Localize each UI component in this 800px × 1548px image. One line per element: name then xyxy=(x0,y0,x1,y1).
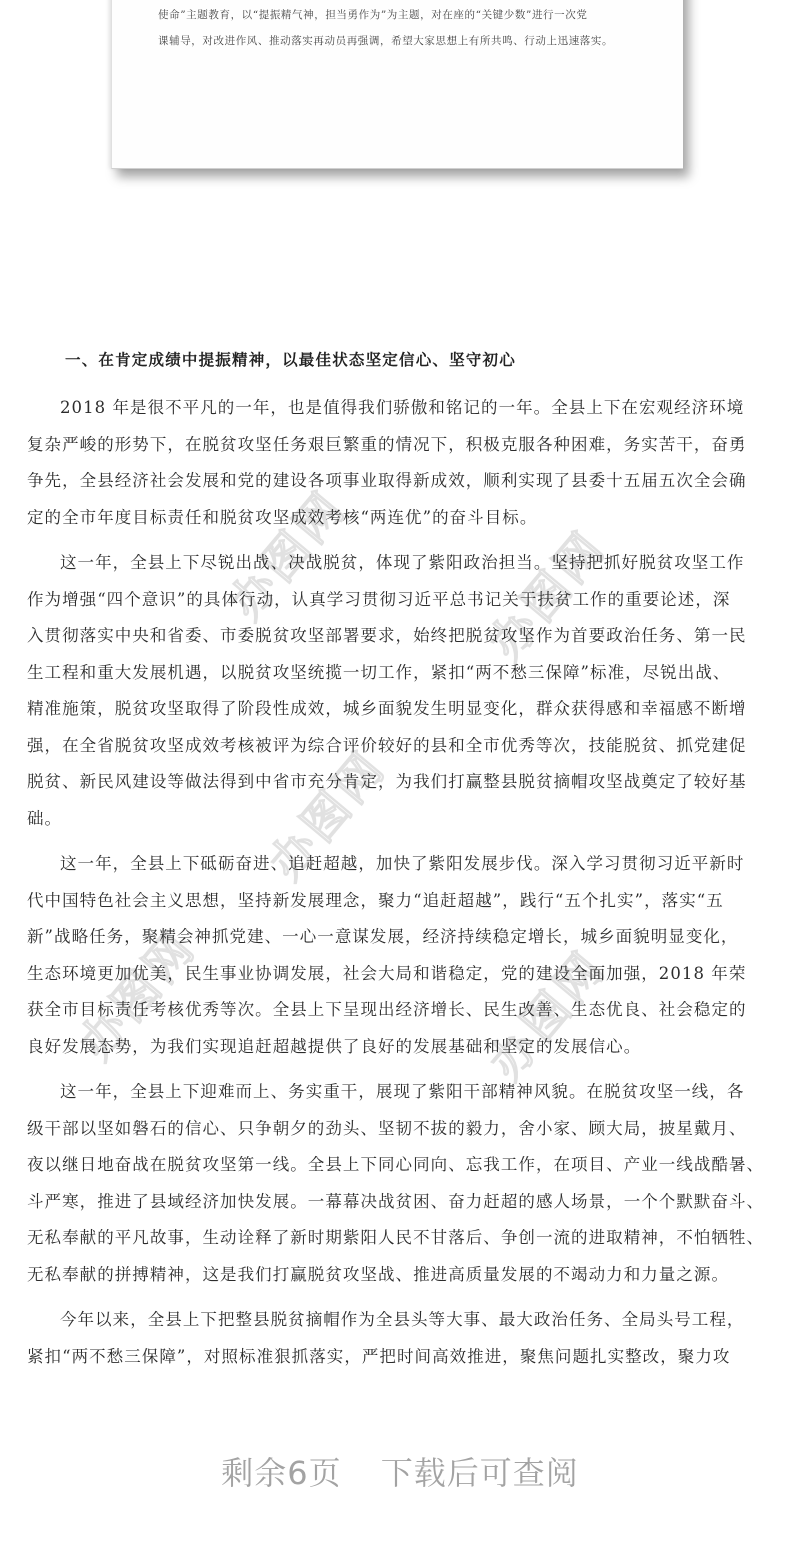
preview-card-line: 课辅导，对改进作风、推动落实再动员再强调，希望大家思想上有所共鸣、行动上迅速落实。 xyxy=(158,35,614,47)
download-to-read-banner[interactable] xyxy=(0,1448,800,1494)
watermark: 办图网 xyxy=(218,480,357,630)
paragraph xyxy=(27,846,775,1065)
watermark: 办图网 xyxy=(478,940,617,1090)
text-line: 新”战略任务，聚精会神抓党建、一心一意谋发展，经济持续稳定增长，城乡面貌明显变化， xyxy=(27,927,739,946)
text-line: 定的全市年度目标责任和脱贫攻坚成效考核“两连优”的奋斗目标。 xyxy=(27,507,538,527)
text-line: 生态环境更加优美，民生事业协调发展，社会大局和谐稳定，党的建设全面加强，2018 年荣 xyxy=(27,963,747,983)
text-line: 获全市目标责任考核优秀等次。全县上下呈现出经济增长、民生改善、生态优良、社会稳定的 xyxy=(27,1000,747,1019)
text-line: 础。 xyxy=(27,808,63,828)
preview-card-text xyxy=(158,2,668,54)
previous-page-preview-card xyxy=(111,0,683,169)
text-line: 斗严寒，推进了县域经济加快发展。一幕幕决战贫困、奋力赶超的感人场景，一个个默默奋斗、 xyxy=(27,1191,765,1211)
paragraph xyxy=(27,1074,775,1293)
preview-card-line: 使命”主题教育，以“提振精气神，担当勇作为”为主题，对在座的“关键少数”进行一次党 xyxy=(158,9,588,21)
text-line: 作为增强“四个意识”的具体行动，认真学习贯彻习近平总书记关于扶贫工作的重要论述，深 xyxy=(27,589,731,609)
watermark: 办图网 xyxy=(258,740,397,890)
watermark: 办图网 xyxy=(68,920,207,1070)
text-line: 这一年，全县上下砥砺奋进、追赶超越，加快了紫阳发展步伐。深入学习贯彻习近平新时 xyxy=(60,854,745,873)
text-line: 紧扣“两不愁三保障”，对照标准狠抓落实，严把时间高效推进，聚焦问题扎实整改，聚力攻 xyxy=(27,1346,731,1366)
download-hint-label[interactable]: 下载后可查阅 xyxy=(380,1454,579,1492)
remaining-pages-label[interactable]: 剩余6页 xyxy=(221,1454,342,1492)
text-line: 精准施策，脱贫攻坚取得了阶段性成效，城乡面貌发生明显变化，群众获得感和幸福感不断增 xyxy=(27,699,747,718)
text-line: 无私奉献的拼搏精神，这是我们打赢脱贫攻坚战、推进高质量发展的不竭动力和力量之源。 xyxy=(27,1264,729,1284)
text-line: 无私奉献的平凡故事，生动诠释了新时期紫阳人民不甘落后、争创一流的进取精神，不怕牺牲、 xyxy=(27,1228,765,1247)
text-line: 今年以来，全县上下把整县脱贫摘帽作为全县头等大事、最大政治任务、全局头号工程， xyxy=(60,1310,745,1329)
text-line: 复杂严峻的形势下，在脱贫攻坚任务艰巨繁重的情况下，积极克服各种困难，务实苦干，奋勇 xyxy=(27,434,747,454)
text-line: 级干部以坚如磐石的信心、只争朝夕的劲头、坚韧不拔的毅力，舍小家、顾大局，披星戴月、 xyxy=(27,1118,747,1138)
text-line: 争先，全县经济社会发展和党的建设各项事业取得新成效，顺利实现了县委十五届五次全会确 xyxy=(27,471,747,490)
paragraph xyxy=(27,390,775,536)
text-line: 生工程和重大发展机遇，以脱贫攻坚统揽一切工作，紧扣“两不愁三保障”标准，尽锐出战、 xyxy=(27,662,731,682)
text-line: 这一年，全县上下迎难而上、务实重干，展现了紫阳干部精神风貌。在脱贫攻坚一线，各 xyxy=(60,1082,745,1101)
paragraph xyxy=(27,1302,775,1375)
paragraph xyxy=(27,545,775,837)
text-line: 良好发展态势，为我们实现追赶超越提供了良好的发展基础和坚定的发展信心。 xyxy=(27,1036,642,1056)
text-line: 强，在全省脱贫攻坚成效考核被评为综合评价较好的县和全市优秀等次，技能脱贫、抓党建促 xyxy=(27,735,747,755)
section-heading: 一、在肯定成绩中提振精神，以最佳状态坚定信心、坚守初心 xyxy=(65,350,516,369)
text-line: 脱贫、新民风建设等做法得到中省市充分肯定，为我们打赢整县脱贫摘帽攻坚战奠定了较好基 xyxy=(27,772,747,791)
text-line: 入贯彻落实中央和省委、市委脱贫攻坚部署要求，始终把脱贫攻坚作为首要政治任务、第一民 xyxy=(27,626,747,645)
text-line: 代中国特色社会主义思想，坚持新发展理念，聚力“追赶超越”，践行“五个扎实”，落实“五 xyxy=(27,890,724,910)
watermark: 办图网 xyxy=(478,520,617,670)
text-line: 2018 年是很不平凡的一年，也是值得我们骄傲和铭记的一年。全县上下在宏观经济环境 xyxy=(60,398,745,417)
paragraph-list xyxy=(27,390,775,1384)
text-line: 夜以继日地奋战在脱贫攻坚第一线。全县上下同心同向、忘我工作，在项目、产业一线战酷暑、 xyxy=(27,1155,765,1174)
text-line: 这一年，全县上下尽锐出战、决战脱贫，体现了紫阳政治担当。坚持把抓好脱贫攻坚工作 xyxy=(60,553,745,572)
